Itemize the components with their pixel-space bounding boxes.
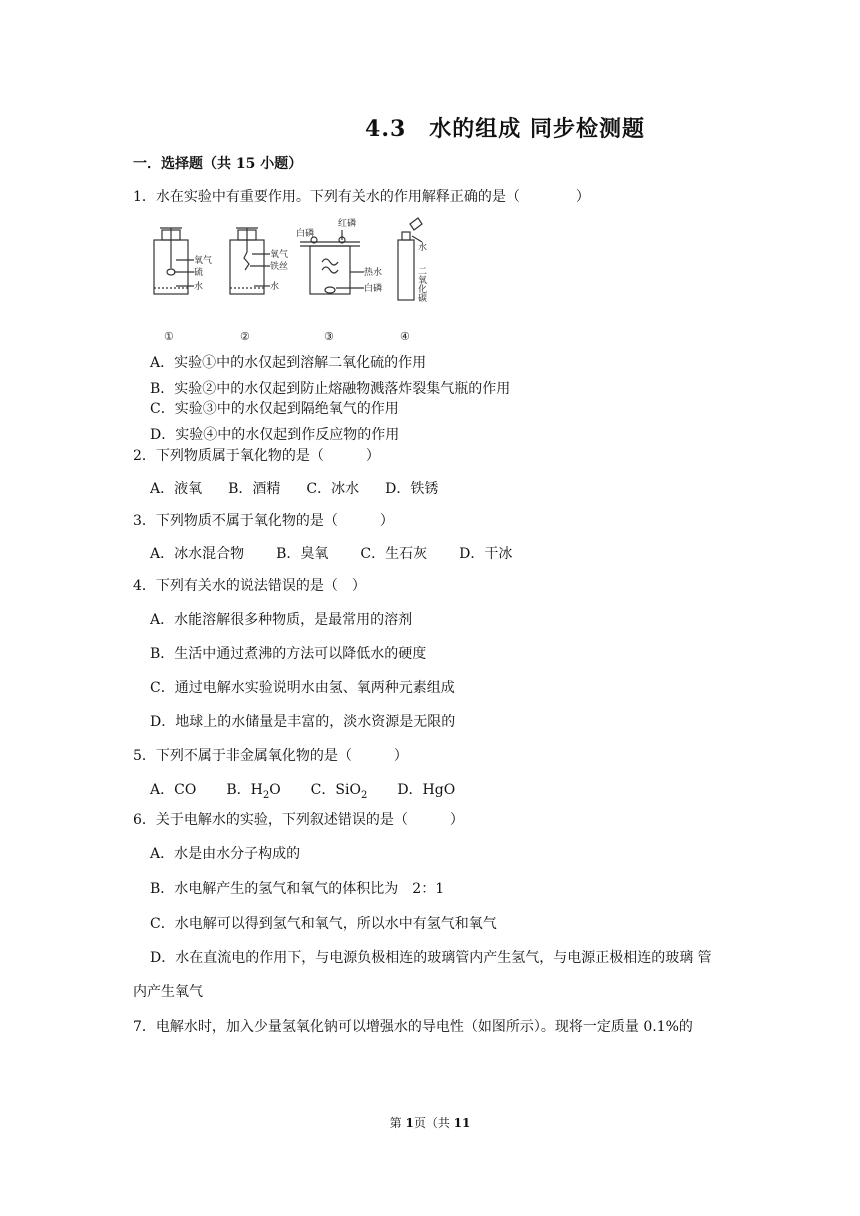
question-5-stem: 5．下列不属于非金属氧化物的是（ ） [133,748,408,764]
option-text: B．H [226,782,263,798]
question-6-option-a[interactable]: A．水是由水分子构成的 [150,846,301,862]
question-2-option-a[interactable]: A．液氧 [150,481,203,497]
figure-label: 水 [418,242,428,252]
question-5-option-d[interactable]: D．HgO [397,782,456,798]
question-5-options [150,779,455,801]
question-1-option-c[interactable]: C．实验③中的水仅起到隔绝氧气的作用 [150,401,399,417]
question-6-stem: 6．关于电解水的实验，下列叙述错误的是（ ） [133,812,464,828]
question-6-option-d-continued: 内产生氧气 [133,984,203,1000]
question-2-options [150,478,438,498]
question-6-option-d[interactable]: D．水在直流电的作用下，与电源负极相连的玻璃管内产生氢气，与电源正极相连的玻璃 管 [150,950,712,966]
footer-middle: 页（共 [413,1116,454,1130]
question-3-stem: 3．下列物质不属于氧化物的是（ ） [133,513,394,529]
question-6-option-b[interactable]: B．水电解产生的氢气和氧气的体积比为 2：1 [150,881,445,897]
question-2-option-c[interactable]: C．冰水 [306,481,360,497]
question-1-stem: 1．水在实验中有重要作用。下列有关水的作用解释正确的是（ ） [133,189,590,205]
page-footer [0,1114,860,1131]
question-7-stem: 7．电解水时，加入少量氢氧化钠可以增强水的导电性（如图所示）。现将一定质量 0.1%的 [133,1019,693,1035]
figure-label: 水 [270,281,280,291]
question-4-option-d[interactable]: D．地球上的水储量是丰富的，淡水资源是无限的 [150,714,456,730]
option-text: C．SiO [310,782,361,798]
question-3-option-b[interactable]: B．臭氧 [276,546,329,562]
beaker-3 [300,230,364,294]
figure-label: 红磷 [338,218,357,228]
figure-label: 氧气 [270,249,289,259]
question-5-option-c[interactable] [311,779,368,801]
figure-label: 铁丝 [270,261,289,271]
figure-label: 白磷 [296,228,315,238]
bottle-2 [230,228,270,294]
question-3-option-a[interactable]: A．冰水混合物 [150,546,245,562]
question-3-options [150,543,512,563]
question-3-option-c[interactable]: C．生石灰 [360,546,428,562]
question-5-option-a[interactable]: A．CO [150,782,197,798]
footer-prefix: 第 [389,1116,406,1130]
question-2-option-b[interactable]: B．酒精 [228,481,281,497]
figure-number: ② [240,331,250,343]
question-5-option-b[interactable] [226,779,280,801]
question-1-option-b[interactable]: B．实验②中的水仅起到防止熔融物溅落炸裂集气瓶的作用 [150,381,511,397]
option-text: O [269,782,281,798]
bottle-1 [154,228,194,294]
subscript: 2 [360,789,368,801]
subscript: 2 [262,789,270,801]
question-4-option-c[interactable]: C．通过电解水实验说明水由氢、氧两种元素组成 [150,680,455,696]
question-4-option-a[interactable]: A．水能溶解很多种物质，是最常用的溶剂 [150,612,413,628]
question-4-stem: 4．下列有关水的说法错误的是（ ） [133,578,366,594]
question-1-option-d[interactable]: D．实验④中的水仅起到作反应物的作用 [150,427,400,443]
figure-label: 硫 [194,267,204,277]
figure-label: 白磷 [364,283,383,293]
figure-number: ③ [324,331,334,343]
figure-number: ④ [400,331,410,343]
figure-label: 氧气 [194,255,213,265]
figure-label: 二氧化碳 [417,266,427,302]
page-total: 11 [453,1116,471,1130]
experiment-figure [146,216,436,346]
question-2-stem: 2．下列物质属于氧化物的是（ ） [133,448,380,464]
question-2-option-d[interactable]: D．铁锈 [385,481,439,497]
page-title: 4.3 水的组成 同步检测题 [365,116,645,142]
question-3-option-d[interactable]: D．干冰 [459,546,513,562]
question-6-option-c[interactable]: C．水电解可以得到氢气和氧气，所以水中有氢气和氧气 [150,916,497,932]
figure-number: ① [164,331,174,343]
question-1-option-a[interactable]: A．实验①中的水仅起到溶解二氧化硫的作用 [150,355,427,371]
figure-label: 水 [194,281,204,291]
question-4-option-b[interactable]: B．生活中通过煮沸的方法可以降低水的硬度 [150,646,427,662]
figure-label: 热水 [364,267,383,277]
page-number: 1 [405,1116,414,1130]
section-heading: 一．选择题（共 15 小题） [133,156,303,172]
